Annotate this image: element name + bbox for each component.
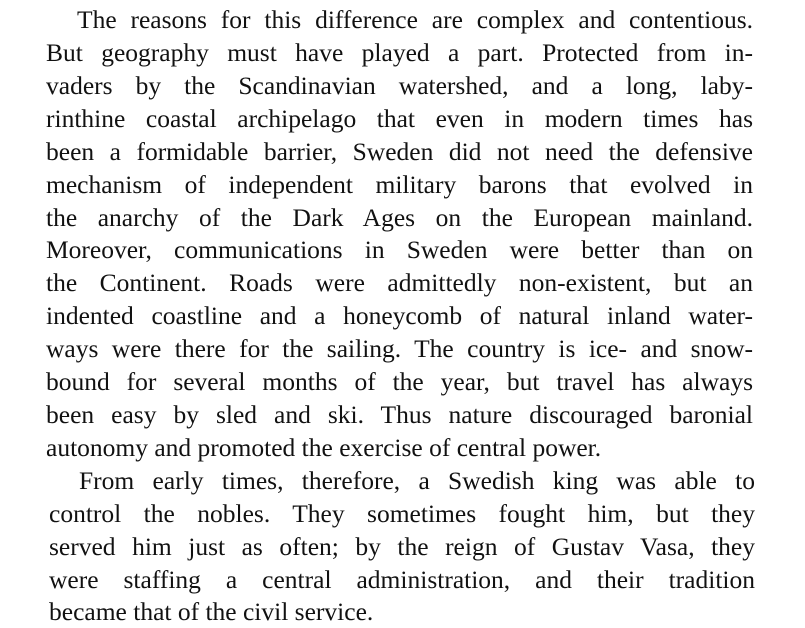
text-line: indented coastline and a honeycomb of natural inland water-: [46, 301, 753, 330]
text-line: mechanism of independent military barons that evolved in: [46, 170, 753, 199]
text-line: been easy by sled and ski. Thus nature discouraged baronial: [46, 400, 753, 429]
text-line: autonomy and promoted the exercise of central power.: [46, 433, 602, 462]
text-line: vaders by the Scandinavian watershed, and a long, laby-: [46, 71, 753, 100]
text-line: were staffing a central administration, and their tradition: [49, 565, 755, 594]
text-line: Moreover, communications in Sweden were better than on: [46, 235, 753, 264]
text-line: From early times, therefore, a Swedish king was able to: [79, 466, 755, 495]
text-line: the anarchy of the Dark Ages on the European mainland.: [46, 203, 753, 232]
text-line: became that of the civil service.: [49, 597, 374, 626]
text-line: control the nobles. They sometimes fought him, but they: [49, 499, 755, 528]
text-line: the Continent. Roads were admittedly non-existent, but an: [46, 268, 753, 297]
text-line: But geography must have played a part. Protected from in-: [46, 38, 753, 67]
text-line: ways were there for the sailing. The country is ice- and snow-: [46, 334, 753, 363]
text-line: served him just as often; by the reign of Gustav Vasa, they: [49, 532, 755, 561]
text-line: been a formidable barrier, Sweden did not need the defensive: [46, 137, 753, 166]
text-line: The reasons for this difference are complex and contentious.: [77, 5, 753, 34]
text-line: bound for several months of the year, but travel has always: [46, 367, 753, 396]
text-line: rinthine coastal archipelago that even in modern times has: [46, 104, 753, 133]
